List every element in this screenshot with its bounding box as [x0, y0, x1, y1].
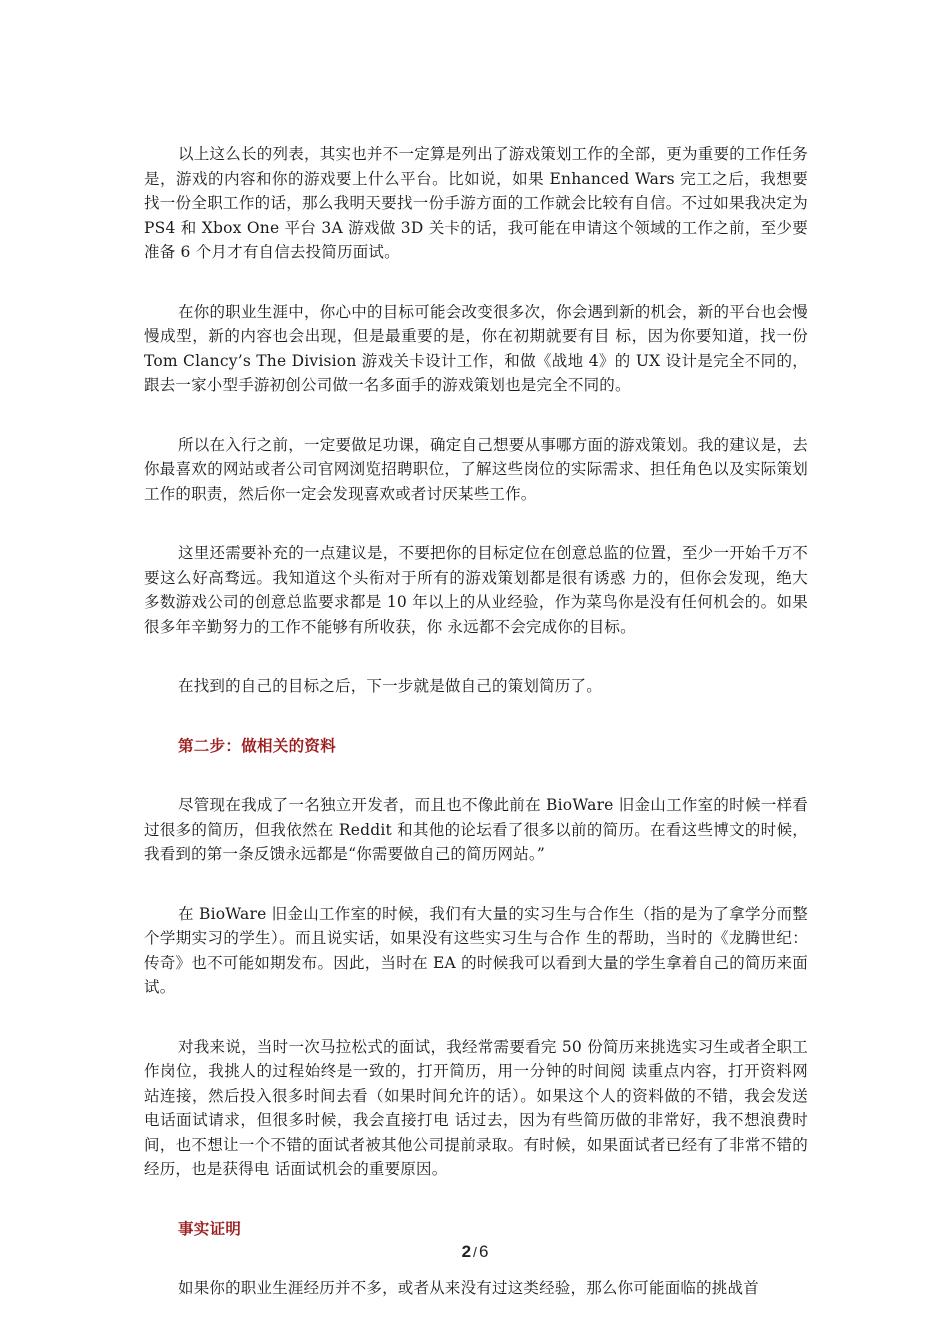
paragraph-creative-director-advice: 这里还需要补充的一点建议是，不要把你的目标定位在创意总监的位置，至少一开始千万不要这么好高骛远。我知道这个头衔对于所有的游戏策划都是很有诱惑 力的，但你会发现，绝大多数游戏公司的创意总监要求都是 10 年以上的从业经验，作为菜鸟你是没有任何机会的。如果很多年辛勤努力的工作不能够有所收获，你 永远都不会完成你的目标。	[144, 544, 808, 636]
paragraph-platform-goals: 以上这么长的列表，其实也并不一定算是列出了游戏策划工作的全部，更为重要的工作任务是，游戏的内容和你的游戏要上什么平台。比如说，如果 Enhanced Wars 完工之后，我想要找一份全职工作的话，那么我明天要找一份手游方面的工作就会比较有自信。不过如果我决定为 PS4 和 Xbox One 平台 3A 游戏做 3D 关卡的话，我可能在申请这个领域的工作之前，至少要准备 6 个月才有自信去投简历面试。	[144, 145, 808, 261]
paragraph-career-goals: 在你的职业生涯中，你心中的目标可能会改变很多次，你会遇到新的机会，新的平台也会慢慢成型，新的内容也会出现，但是最重要的是，你在初期就要有目 标，因为你要知道，找一份 Tom Clancy’s The Division 游戏关卡设计工作，和做《战地 4》的 UX 设计是完全不同的，跟去一家小型手游初创公司做一名多面手的游戏策划也是完全不同的。	[144, 302, 808, 394]
paragraph-portfolio-website: 尽管现在我成了一名独立开发者，而且也不像此前在 BioWare 旧金山工作室的时候一样看过很多的简历，但我依然在 Reddit 和其他的论坛看了很多以前的简历。在看这些博文的时候，我看到的第一条反馈永远都是“你需要做自己的简历网站。”	[144, 796, 808, 863]
page-number-total: 6	[478, 1242, 489, 1261]
paragraph-limited-experience: 如果你的职业生涯经历并不多，或者从来没有过这类经验，那么你可能面临的挑战首	[178, 1279, 759, 1297]
page-number	[0, 1242, 950, 1262]
section-heading-step-two: 第二步：做相关的资料	[178, 735, 337, 755]
paragraph-next-step: 在找到的自己的目标之后，下一步就是做自己的策划简历了。	[178, 677, 602, 695]
page-number-separator: /	[473, 1244, 477, 1260]
page-number-current: 2	[461, 1242, 472, 1261]
paragraph-interview-process: 对我来说，当时一次马拉松式的面试，我经常需要看完 50 份简历来挑选实习生或者全职工作岗位，我挑人的过程始终是一致的，打开简历，用一分钟的时间阅 读重点内容，打开资料网站连接，然后投入很多时间去看（如果时间允许的话）。如果这个人的资料做的不错，我会发送电话面试请求，但很多时候，我会直接打电 话过去，因为有些简历做的非常好，我不想浪费时间，也不想让一个不错的面试者被其他公司提前录取。有时候，如果面试者已经有了非常不错的经历，也是获得电 话面试机会的重要原因。	[144, 1037, 808, 1178]
paragraph-do-homework: 所以在入行之前，一定要做足功课，确定自己想要从事哪方面的游戏策划。我的建议是，去你最喜欢的网站或者公司官网浏览招聘职位，了解这些岗位的实际需求、担任角色以及实际策划工作的职责，然后你一定会发现喜欢或者讨厌某些工作。	[144, 435, 808, 503]
document-body	[144, 142, 808, 1336]
paragraph-bioware-interns: 在 BioWare 旧金山工作室的时候，我们有大量的实习生与合作生（指的是为了拿学分而整个学期实习的学生）。而且说实话，如果没有这些实习生与合作 生的帮助，当时的《龙腾世纪：传奇》也不可能如期发布。因此，当时在 EA 的时候我可以看到大量的学生拿着自己的简历来面试。	[144, 904, 808, 996]
section-heading-facts: 事实证明	[178, 1218, 242, 1238]
